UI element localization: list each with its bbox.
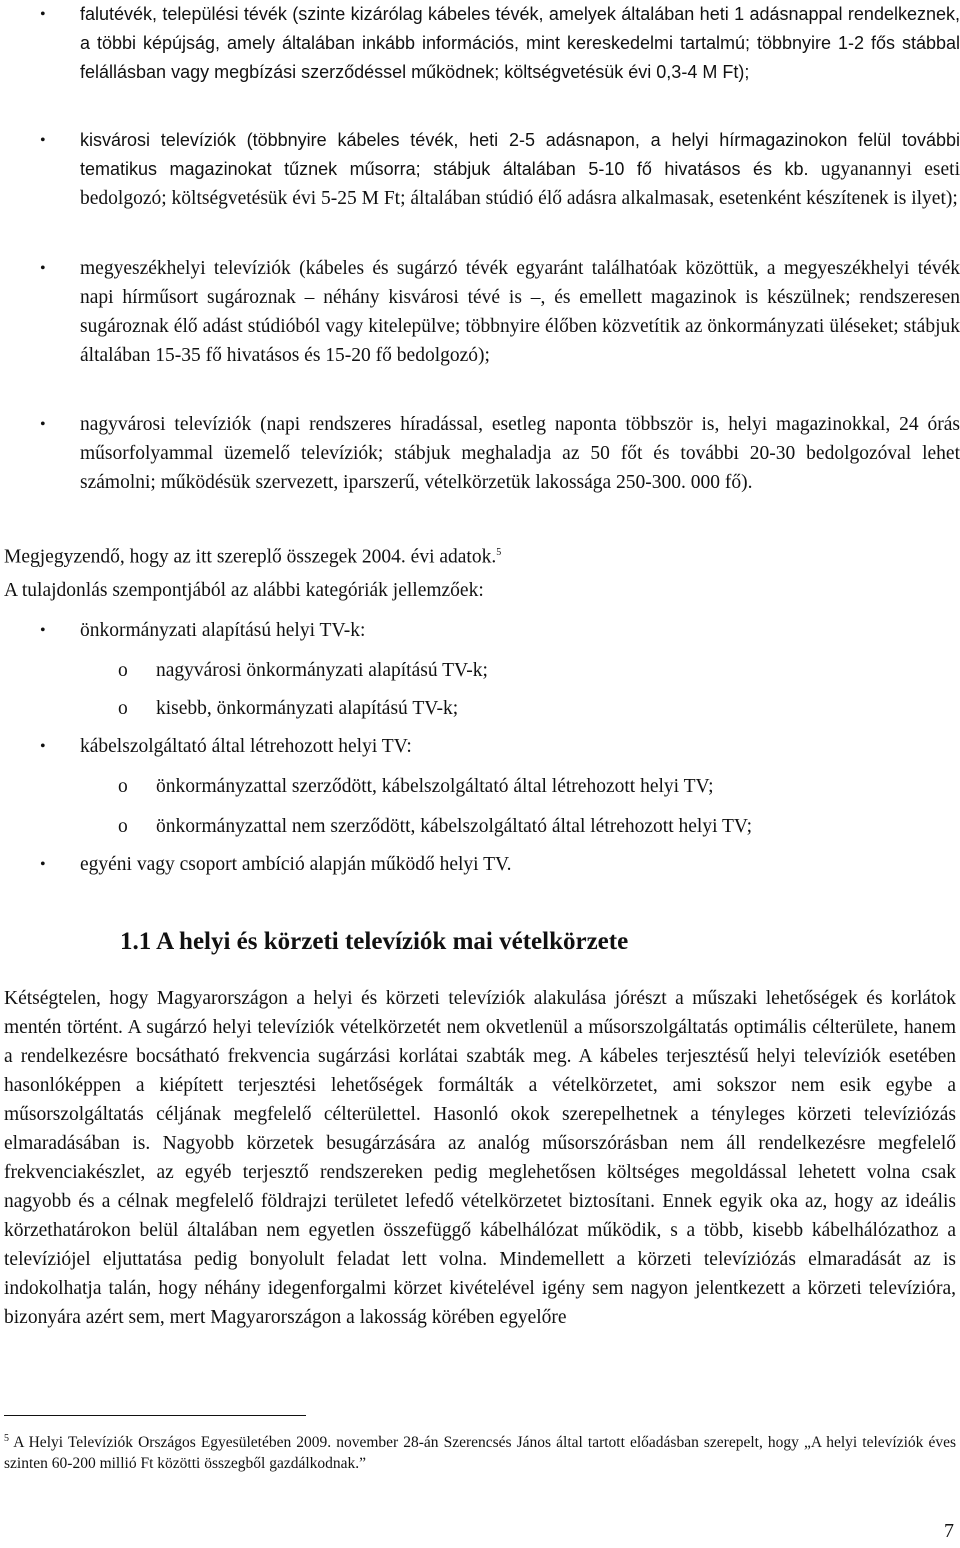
list-item bbox=[40, 850, 960, 879]
list-item-text-part2: ugyanannyi eseti bedolgozó; költségvetésük évi 5-25 M Ft; általában stúdió élő adásra alkalmasak, esetenként készítenek is ilyet); bbox=[80, 159, 960, 209]
bullet-marker: • bbox=[40, 622, 46, 639]
sub-list-item bbox=[118, 772, 958, 801]
sub-list-item-text: önkormányzattal szerződött, kábelszolgáltató által létrehozott helyi TV; bbox=[156, 776, 714, 797]
list-item-text: egyéni vagy csoport ambíció alapján működő helyi TV. bbox=[80, 854, 512, 875]
list-item bbox=[40, 126, 960, 213]
note-text: Megjegyzendő, hogy az itt szereplő összegek 2004. évi adatok. bbox=[4, 546, 497, 568]
list-item-text: falutévék, települési tévék (szinte kizárólag kábeles tévék, amelyek általában heti 1 adásnappal rendelkeznek, a többi képújság, amely általában inkább információs, mint kereskedelmi tartalmú; többnyire 1-2 fős stábbal felállásban vagy megbízási szerződéssel működnek; költségvetésük évi 0,3-4 M Ft); bbox=[80, 4, 960, 82]
list-item bbox=[40, 254, 960, 370]
bullet-marker: • bbox=[40, 132, 46, 149]
page-number: 7 bbox=[944, 1520, 954, 1542]
list-item-text: megyeszékhelyi televíziók (kábeles és sugárzó tévék egyaránt találhatóak közöttük, a megyeszékhelyi tévék napi hírműsort sugároznak – néhány kisvárosi tévé is –, és emellett magazinok is készülnek; rendszeresen sugároznak élő adást stúdióból vagy kitelepülve; többnyire élőben közvetítik az önkormányzati üléseket; stábjuk általában 15-35 fő hivatásos és 15-20 fő bedolgozó); bbox=[80, 258, 960, 366]
list-item bbox=[40, 732, 960, 761]
sub-list-item-text: kisebb, önkormányzati alapítású TV-k; bbox=[156, 698, 459, 719]
list-item-text: önkormányzati alapítású helyi TV-k: bbox=[80, 620, 366, 641]
footnote-divider bbox=[4, 1415, 306, 1416]
list-item-text bbox=[80, 126, 960, 213]
footnote-text: A Helyi Televíziók Országos Egyesületében 2009. november 28-án Szerencsés János által tartott előadásban szerepelt, hogy „A helyi televíziók éves szinten 60-200 millió Ft közötti összegből gazdálkodnak.” bbox=[4, 1434, 956, 1473]
section-heading: 1.1 A helyi és körzeti televíziók mai vételkörzete bbox=[120, 928, 629, 955]
list-item-text: kábelszolgáltató által létrehozott helyi TV: bbox=[80, 736, 412, 757]
bullet-marker: • bbox=[40, 856, 46, 873]
bullet-marker: • bbox=[40, 6, 46, 23]
body-paragraph: Kétségtelen, hogy Magyarországon a helyi és körzeti televíziók alakulása jórészt a műszaki lehetőségek és korlátok mentén történt. A sugárzó helyi televíziók vételkörzetét nem okvetlenül a műsorszolgáltatás optimális célterülete, hanem a rendelkezésre bocsátható frekvencia sugárzási korlátai szabták meg. A kábeles terjesztésű helyi televíziók esetében hasonlóképpen a kiépített terjesztési lehetőségek formálták a vételkörzetet, ami sokszor nem esik egybe a műsorszolgáltatás céljának megfelelő célterülettel. Hasonló okok szerepelhetnek a tényleges körzeti televíziózás elmaradásában is. Nagyobb körzetek besugárzására az analóg műsorszórásban nem áll rendelkezésre megfelelő frekvenciakészlet, az egyéb terjesztő rendszereken pedig meglehetősen költséges megoldással lehetett volna csak nagyobb és a célnak megfelelő földrajzi területet lefedő vételkörzetet biztosítani. Ennek egyik oka az, hogy az ideális körzethatárokon belül általában nem egyetlen összefüggő kábelhálózat működik, s a több, kisebb kábelhálózathoz a televíziójel eljuttatása pedig bonyolult feladat lett volna. Mindemellett a körzeti televíziózás elmaradását az is indokolhatja talán, hogy néhány idegenforgalmi körzet kivételével igény sem nagyon jelentkezett a körzeti televízióra, bizonyára azért sem, mert Magyarországon a lakosság körében egyelőre bbox=[4, 988, 956, 1328]
ownership-intro: A tulajdonlás szempontjából az alábbi kategóriák jellemzőek: bbox=[4, 580, 484, 601]
list-item bbox=[40, 616, 960, 645]
footnote-mark: 5 bbox=[4, 1433, 9, 1444]
sub-bullet-marker: o bbox=[118, 660, 128, 681]
sub-list-item bbox=[118, 656, 958, 685]
list-item bbox=[40, 410, 960, 497]
list-item-text-part1: kisvárosi televíziók (többnyire kábeles tévék, heti 2-5 adásnapon, a helyi hírmagazinokon felül további tematikus magazinokat tűznek műsorra; stábjuk általában 5-10 fő hivatásos és kb. bbox=[80, 130, 960, 179]
bullet-marker: • bbox=[40, 738, 46, 755]
sub-list-item bbox=[118, 694, 958, 723]
bullet-marker: • bbox=[40, 260, 46, 277]
sub-list-item-text: önkormányzattal nem szerződött, kábelszolgáltató által létrehozott helyi TV; bbox=[156, 816, 752, 837]
sub-bullet-marker: o bbox=[118, 816, 128, 837]
note-line bbox=[4, 538, 956, 572]
sub-list-item-text: nagyvárosi önkormányzati alapítású TV-k; bbox=[156, 660, 488, 681]
sub-bullet-marker: o bbox=[118, 776, 128, 797]
sub-list-item bbox=[118, 812, 958, 841]
bullet-marker: • bbox=[40, 416, 46, 433]
list-item-text: nagyvárosi televíziók (napi rendszeres híradással, esetleg naponta többször is, helyi magazinokkal, 24 órás műsorfolyammal üzemelő televíziók; stábjuk meghaladja az 50 főt és további 20-30 bedolgozóval lehet számolni; működésük szervezett, iparszerű, vételkörzetük lakossága 250-300. 000 fő). bbox=[80, 414, 960, 493]
footnote bbox=[4, 1428, 956, 1474]
sub-bullet-marker: o bbox=[118, 698, 128, 719]
list-item bbox=[40, 0, 960, 87]
footnote-reference: 5 bbox=[496, 547, 502, 558]
